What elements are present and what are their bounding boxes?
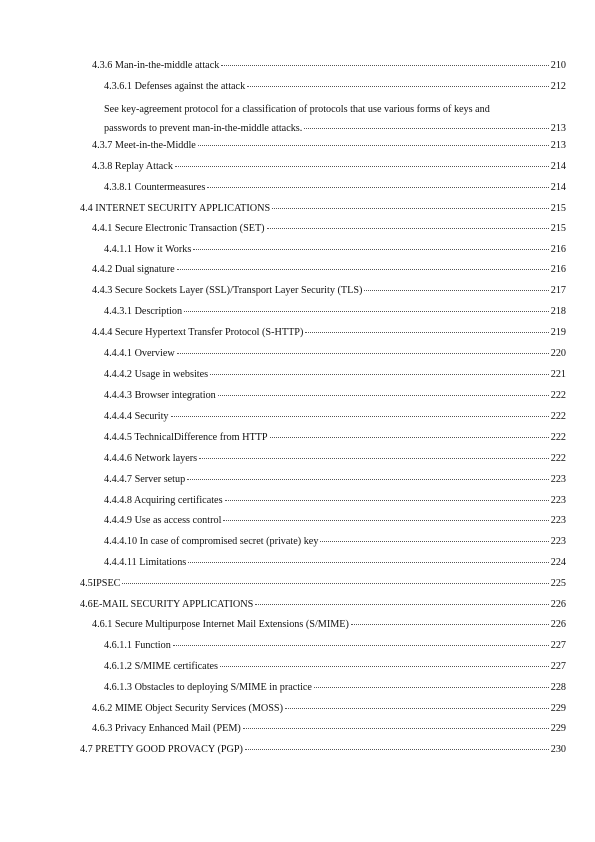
dot-leader: [351, 624, 549, 625]
dot-leader: [285, 708, 549, 709]
toc-note-line: See key-agreement protocol for a classification of protocols that use various forms of keys and: [104, 104, 490, 115]
dot-leader: [267, 228, 549, 229]
toc-entry[interactable]: [104, 305, 566, 318]
toc-entry-page: 223: [550, 515, 566, 526]
dot-leader: [243, 728, 549, 729]
toc-entry-label: 4.4.1.1 How it Works: [104, 244, 192, 255]
toc-entry-page: 222: [550, 432, 566, 443]
toc-entry-page: 213: [550, 140, 566, 151]
toc-entry-label: 4.6.3 Privacy Enhanced Mail (PEM): [92, 723, 241, 734]
toc-entry-page: 227: [550, 661, 566, 672]
dot-leader: [304, 128, 548, 129]
toc-entry-page: 216: [550, 264, 566, 275]
toc-entry-label: 4.6.2 MIME Object Security Services (MOSS): [92, 703, 283, 714]
toc-entry-page: 222: [550, 453, 566, 464]
dot-leader: [184, 311, 549, 312]
toc-entry[interactable]: [104, 535, 566, 548]
toc-entry-label: 4.4.4.10 In case of compromised secret (private) key: [104, 536, 319, 547]
dot-leader: [314, 687, 549, 688]
toc-entry-page: 215: [550, 203, 566, 214]
toc-entry-label: 4.6E-MAIL SECURITY APPLICATIONS: [80, 599, 254, 610]
dot-leader: [245, 749, 549, 750]
toc-entry-label: 4.4.2 Dual signature: [92, 264, 175, 275]
dot-leader: [210, 374, 549, 375]
toc-entry-page: 212: [550, 81, 566, 92]
toc-entry-page: 229: [550, 723, 566, 734]
toc-entry-label: 4.4.4.9 Use as access control: [104, 515, 222, 526]
toc-entry[interactable]: [104, 389, 566, 402]
toc-entry-label: 4.4.1 Secure Electronic Transaction (SET): [92, 223, 265, 234]
toc-entry[interactable]: [104, 660, 566, 673]
toc-entry-page: 215: [550, 223, 566, 234]
toc-entry[interactable]: [104, 494, 566, 507]
toc-entry[interactable]: [80, 743, 566, 756]
dot-leader: [177, 269, 549, 270]
toc-entry[interactable]: [80, 202, 566, 215]
toc-entry-page: 225: [550, 578, 566, 589]
toc-entry[interactable]: [92, 722, 566, 735]
toc-entry-label: 4.3.8.1 Countermeasures: [104, 182, 206, 193]
toc-entry[interactable]: [104, 556, 566, 569]
toc-note-line: [104, 119, 566, 138]
dot-leader: [198, 145, 549, 146]
toc-entry-label: 4.4.3 Secure Sockets Layer (SSL)/Transport Layer Security (TLS): [92, 285, 363, 296]
toc-entry[interactable]: [104, 681, 566, 694]
dot-leader: [255, 604, 548, 605]
toc-entry-page: 214: [550, 161, 566, 172]
toc-entry-page: 221: [550, 369, 566, 380]
toc-entry-page: 230: [550, 744, 566, 755]
toc-entry-page: 223: [550, 474, 566, 485]
toc-entry-label: 4.4.4.8 Acquiring certificates: [104, 495, 223, 506]
toc-entry-page: 219: [550, 327, 566, 338]
toc-entry-page: 220: [550, 348, 566, 359]
toc-entry[interactable]: [92, 618, 566, 631]
toc-entry-label: 4.7 PRETTY GOOD PROVACY (PGP): [80, 744, 243, 755]
toc-entry-page: 229: [550, 703, 566, 714]
toc-entry[interactable]: [104, 452, 566, 465]
toc-entry-label: 4.4.3.1 Description: [104, 306, 183, 317]
toc-note-entry[interactable]: [104, 100, 566, 138]
toc-entry[interactable]: [80, 598, 566, 611]
dot-leader: [207, 187, 548, 188]
toc-entry[interactable]: [104, 431, 566, 444]
toc-entry-label: 4.4.4.2 Usage in websites: [104, 369, 209, 380]
dot-leader: [223, 520, 548, 521]
dot-leader: [225, 500, 549, 501]
toc-entry-page: 226: [550, 619, 566, 630]
toc-entry[interactable]: [92, 702, 566, 715]
toc-entry-label: 4.4.4.11 Limitations: [104, 557, 187, 568]
toc-note-page: 213: [550, 123, 566, 134]
toc-entry-label: 4.4.4.6 Network layers: [104, 453, 198, 464]
dot-leader: [188, 562, 548, 563]
toc-entry-page: 223: [550, 495, 566, 506]
dot-leader: [272, 208, 549, 209]
toc-entry-label: 4.4.4.1 Overview: [104, 348, 175, 359]
toc-entry[interactable]: [104, 410, 566, 423]
toc-entry[interactable]: [92, 263, 566, 276]
dot-leader: [218, 395, 549, 396]
toc-entry-page: 217: [550, 285, 566, 296]
dot-leader: [305, 332, 548, 333]
dot-leader: [175, 166, 549, 167]
toc-entry[interactable]: [92, 222, 566, 235]
toc-entry-label: 4.6.1.3 Obstacles to deploying S/MIME in practice: [104, 682, 312, 693]
toc-entry-label: 4.4.4.4 Security: [104, 411, 169, 422]
toc-entry-label: 4.6.1.1 Function: [104, 640, 171, 651]
toc-entry-page: 226: [550, 599, 566, 610]
toc-entry-label: 4.3.8 Replay Attack: [92, 161, 173, 172]
toc-entry-label: 4.6.1.2 S/MIME certificates: [104, 661, 219, 672]
dot-leader: [187, 479, 549, 480]
toc-entry-label: 4.3.6.1 Defenses against the attack: [104, 81, 246, 92]
toc-entry[interactable]: [104, 639, 566, 652]
dot-leader: [320, 541, 548, 542]
toc-entry-page: 216: [550, 244, 566, 255]
toc-entry[interactable]: [92, 139, 566, 152]
toc-entry-page: 222: [550, 390, 566, 401]
dot-leader: [221, 65, 548, 66]
toc-entry-label: 4.6.1 Secure Multipurpose Internet Mail Extensions (S/MIME): [92, 619, 349, 630]
toc-entry[interactable]: [92, 284, 566, 297]
toc-entry-label: 4.4 INTERNET SECURITY APPLICATIONS: [80, 203, 271, 214]
toc-entry-page: 218: [550, 306, 566, 317]
toc-entry[interactable]: [92, 326, 566, 339]
toc-entry[interactable]: [104, 514, 566, 527]
toc-entry[interactable]: [92, 59, 566, 72]
toc-entry-label: 4.4.4 Secure Hypertext Transfer Protocol (S-HTTP): [92, 327, 304, 338]
toc-note-label: passwords to prevent man-in-the-middle attacks.: [104, 123, 303, 134]
toc-entry-page: 222: [550, 411, 566, 422]
dot-leader: [199, 458, 549, 459]
toc-entry[interactable]: [104, 368, 566, 381]
toc-entry-label: 4.3.7 Meet-in-the-Middle: [92, 140, 196, 151]
toc-entry[interactable]: [104, 243, 566, 256]
toc-entry-label: 4.3.6 Man-in-the-middle attack: [92, 60, 220, 71]
toc-entry-page: 227: [550, 640, 566, 651]
toc-entry[interactable]: [104, 347, 566, 360]
toc-entry-page: 210: [550, 60, 566, 71]
toc-entry[interactable]: [80, 577, 566, 590]
toc-entry[interactable]: [104, 181, 566, 194]
dot-leader: [247, 86, 549, 87]
dot-leader: [177, 353, 549, 354]
toc-entry-label: 4.4.4.3 Browser integration: [104, 390, 216, 401]
toc-entry-page: 228: [550, 682, 566, 693]
dot-leader: [364, 290, 548, 291]
toc-entry-page: 214: [550, 182, 566, 193]
toc-entry-label: 4.5IPSEC: [80, 578, 121, 589]
dot-leader: [173, 645, 549, 646]
dot-leader: [220, 666, 549, 667]
dot-leader: [171, 416, 549, 417]
toc-entry-page: 223: [550, 536, 566, 547]
toc-entry[interactable]: [104, 473, 566, 486]
dot-leader: [122, 583, 548, 584]
toc-entry-label: 4.4.4.7 Server setup: [104, 474, 186, 485]
toc-entry[interactable]: [104, 80, 566, 93]
dot-leader: [270, 437, 549, 438]
toc-entry-label: 4.4.4.5 TechnicalDifference from HTTP: [104, 432, 268, 443]
toc-entry-page: 224: [550, 557, 566, 568]
dot-leader: [193, 249, 548, 250]
toc-entry[interactable]: [92, 160, 566, 173]
